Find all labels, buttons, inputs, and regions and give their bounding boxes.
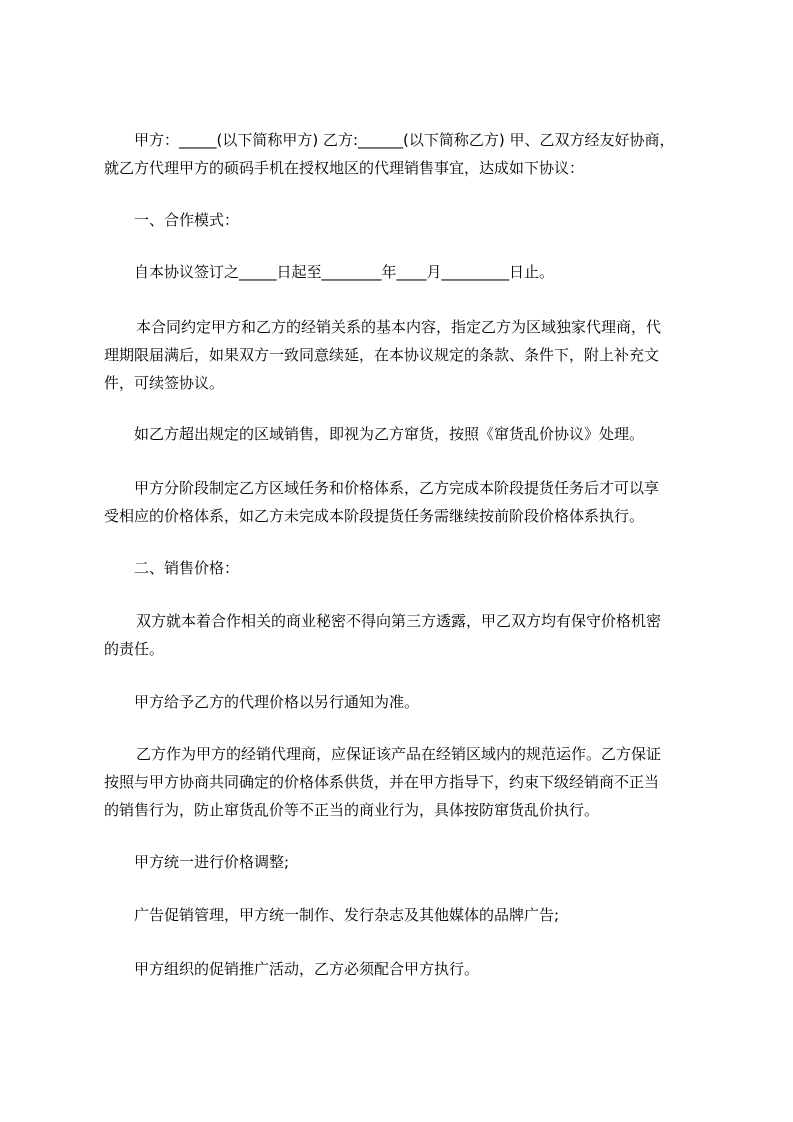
section-heading-cooperation-mode	[104, 206, 704, 234]
text-line: 理期限届满后，如果双方一致同意续延，在本协议规定的条款、条件下，附上补充文	[104, 346, 660, 364]
text-line: 甲方给予乙方的代理价格以另行通知为准。	[134, 693, 420, 711]
advertising-paragraph	[104, 901, 704, 929]
text-line: 自本协议签订之_____日起至________年____月_________日止。	[134, 263, 555, 281]
text-line: 甲方：_____(以下简称甲方) 乙方:______(以下简称乙方) 甲、乙双方经友好协商，	[134, 131, 675, 149]
preamble-paragraph	[104, 126, 704, 182]
text-line: 本合同约定甲方和乙方的经销关系的基本内容，指定乙方为区域独家代理商，代	[136, 318, 662, 336]
term-paragraph	[104, 258, 704, 286]
price-adjustment-paragraph	[104, 848, 704, 876]
text-line: 的销售行为，防止窜货乱价等不正当的商业行为，具体按防窜货乱价执行。	[104, 801, 600, 819]
text-line: 的责任。	[104, 640, 165, 658]
contract-scope-paragraph	[104, 313, 704, 397]
text-line: 甲方分阶段制定乙方区域任务和价格体系，乙方完成本阶段提货任务后才可以享	[134, 479, 660, 497]
agent-price-paragraph	[104, 688, 704, 716]
confidentiality-paragraph	[104, 607, 704, 663]
text-line: 受相应的价格体系，如乙方未完成本阶段提货任务需继续按前阶段价格体系执行。	[104, 507, 645, 525]
text-line: 乙方作为甲方的经销代理商，应保证该产品在经销区域内的规范运作。乙方保证	[136, 745, 662, 763]
text-line: 就乙方代理甲方的硕码手机在授权地区的代理销售事宜，达成如下协议：	[104, 159, 585, 177]
promotion-paragraph	[104, 955, 704, 983]
text-line: 广告促销管理，甲方统一制作、发行杂志及其他媒体的品牌广告;	[134, 906, 560, 924]
phased-targets-paragraph	[104, 474, 704, 530]
text-line: 二、销售价格：	[134, 559, 240, 577]
text-line: 甲方组织的促销推广活动，乙方必须配合甲方执行。	[134, 960, 480, 978]
cross-region-paragraph	[104, 420, 704, 448]
text-line: 一、合作模式：	[134, 211, 240, 229]
text-line: 件，可续签协议。	[104, 374, 225, 392]
distributor-duties-paragraph	[104, 740, 704, 824]
text-line: 双方就本着合作相关的商业秘密不得向第三方透露，甲乙双方均有保守价格机密	[136, 612, 662, 630]
text-line: 按照与甲方协商共同确定的价格体系供货，并在甲方指导下，约束下级经销商不正当	[104, 773, 660, 791]
text-line: 如乙方超出规定的区域销售，即视为乙方窜货，按照《窜货乱价协议》处理。	[134, 425, 645, 443]
text-line: 甲方统一进行价格调整;	[134, 853, 290, 871]
section-heading-sales-price	[104, 554, 704, 582]
